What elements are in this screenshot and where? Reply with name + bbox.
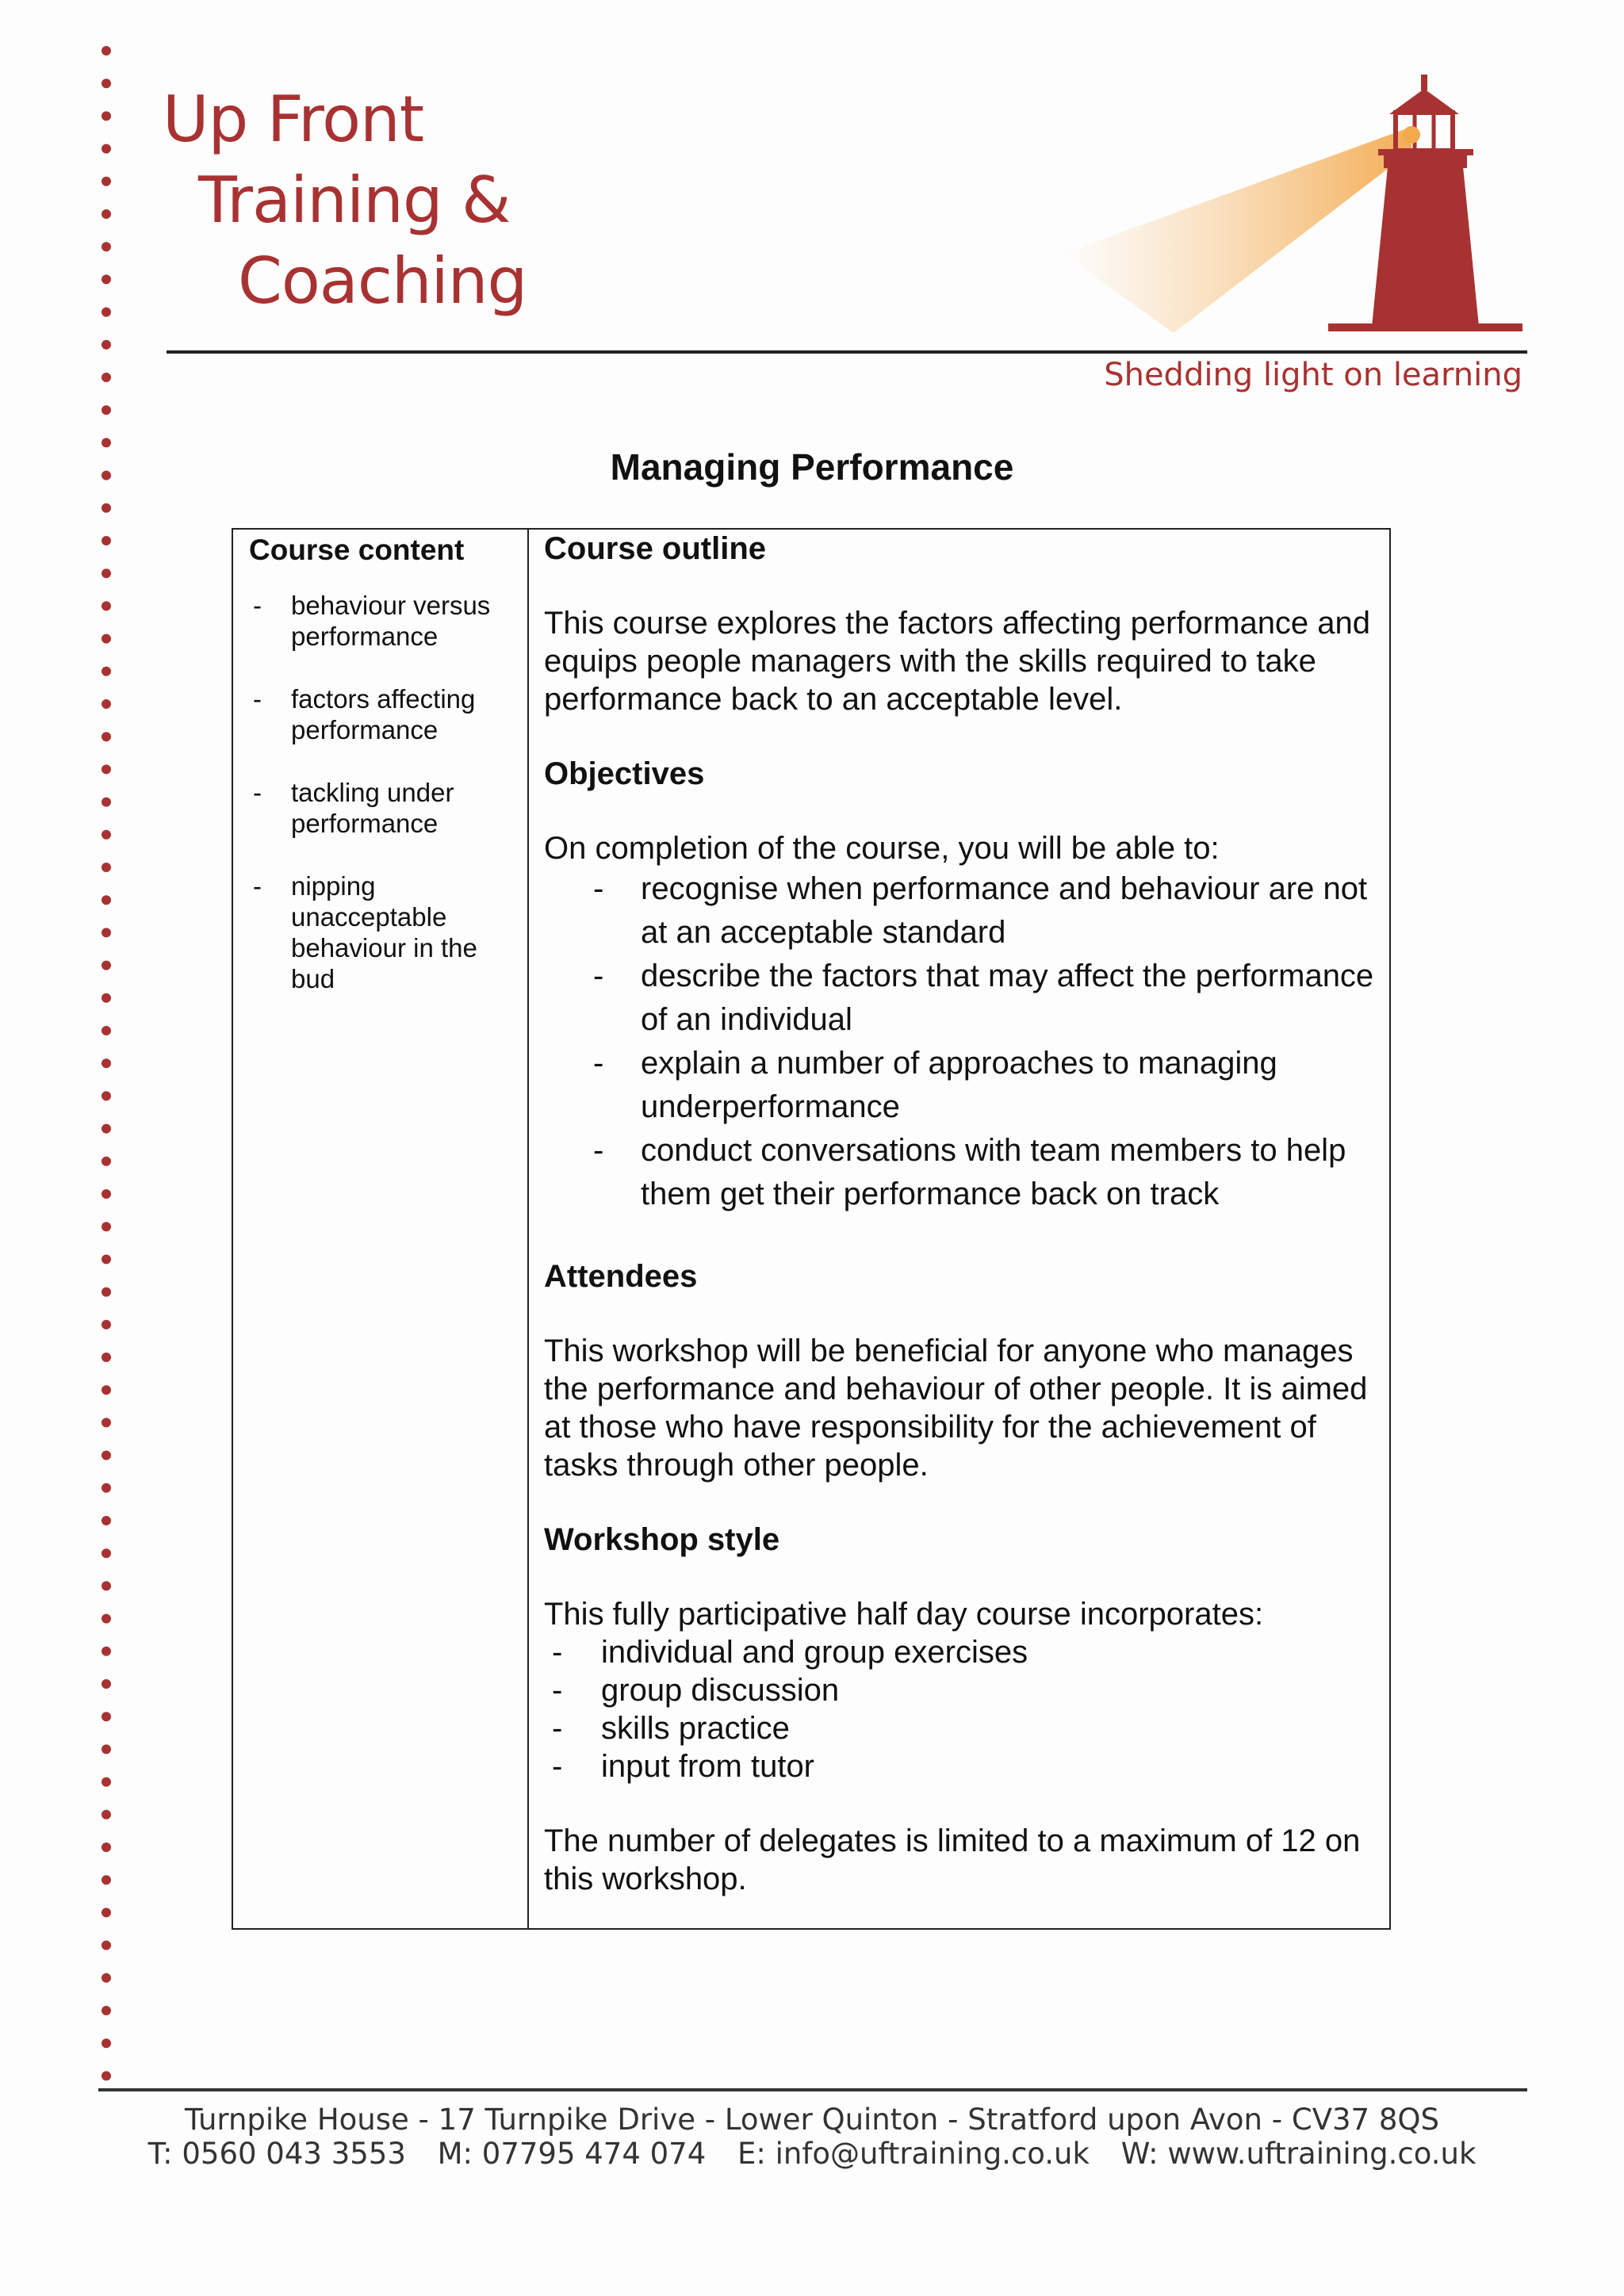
decorative-dot	[102, 1058, 111, 1068]
decorative-dot	[102, 1810, 111, 1820]
course-content-heading: Course content	[249, 534, 465, 566]
decorative-dot	[102, 1973, 111, 1983]
decorative-dot	[102, 1548, 111, 1558]
decorative-dot	[102, 1288, 111, 1297]
decorative-dot	[102, 1124, 111, 1134]
list-item: - input from tutor	[544, 1747, 1381, 1785]
decorative-dot	[102, 863, 111, 872]
course-outline-text: This course explores the factors affecting performance and equips people managers with the skills required to take performance back to an acceptable level.	[544, 606, 1371, 717]
footer-email: E: info@uftraining.co.uk	[737, 2137, 1090, 2171]
decorative-dot	[102, 373, 111, 382]
attendees-text: This workshop will be beneficial for anyone who manages the performance and behaviour of other people. It is aimed at those who have responsibility for the achievement of tasks through other people.	[544, 1334, 1368, 1483]
decorative-dot	[102, 764, 111, 774]
course-content-list	[249, 590, 519, 994]
decorative-dot	[102, 993, 111, 1003]
list-item: - describe the factors that may affect the performance of an individual	[544, 955, 1381, 1042]
decorative-dot	[102, 242, 111, 251]
decorative-dot	[102, 1843, 111, 1852]
footer-phone: T: 0560 043 3553	[147, 2137, 406, 2171]
workshop-style-heading: Workshop style	[544, 1522, 780, 1557]
decorative-dot	[102, 1254, 111, 1264]
objectives-list	[544, 867, 1381, 1216]
decorative-dot	[102, 928, 111, 937]
decorative-dot	[102, 1941, 111, 1950]
decorative-dot	[102, 1875, 111, 1885]
decorative-dot	[102, 1026, 111, 1035]
objectives-heading: Objectives	[544, 756, 705, 791]
decorative-dot	[102, 536, 111, 545]
decorative-dot	[102, 1712, 111, 1721]
decorative-dot	[102, 1647, 111, 1656]
page-title: Managing Performance	[610, 446, 1014, 488]
footer-mobile: M: 07795 474 074	[437, 2137, 707, 2171]
column-divider	[527, 530, 529, 1928]
course-table	[232, 528, 1391, 1930]
decorative-dot	[102, 1157, 111, 1166]
course-content-column	[249, 530, 519, 1026]
decorative-dot	[102, 340, 111, 350]
decorative-dot	[102, 274, 111, 284]
decorative-dot	[102, 568, 111, 578]
decorative-dot	[102, 1189, 111, 1199]
decorative-dot	[102, 1385, 111, 1395]
decorative-dot	[102, 1516, 111, 1525]
footer-contacts	[0, 2137, 1624, 2171]
decorative-dot	[102, 1581, 111, 1590]
list-item: - conduct conversations with team members to help them get their performance back on track	[544, 1129, 1381, 1216]
decorative-dot	[102, 1418, 111, 1427]
decorative-dot	[102, 1908, 111, 1917]
workshop-style-list	[544, 1633, 1381, 1785]
decorative-dot	[102, 667, 111, 676]
decorative-dot	[102, 1777, 111, 1787]
decorative-dot	[102, 177, 111, 186]
decorative-dot	[102, 503, 111, 513]
delegates-limit-text: The number of delegates is limited to a maximum of 12 on this workshop.	[544, 1823, 1361, 1896]
footer-website: W: www.uftraining.co.uk	[1120, 2137, 1477, 2171]
decorative-dot	[102, 1614, 111, 1624]
header-divider	[167, 350, 1527, 354]
list-item: - skills practice	[544, 1709, 1381, 1747]
tagline: Shedding light on learning	[1104, 357, 1522, 393]
workshop-style-intro: This fully participative half day course incorporates:	[544, 1597, 1264, 1632]
list-item: - nipping unacceptable behaviour in the bud	[249, 871, 519, 994]
decorative-dot	[102, 1353, 111, 1362]
decorative-dot	[102, 699, 111, 709]
decorative-dot	[102, 601, 111, 610]
decorative-dot	[102, 46, 111, 55]
lighthouse-icon	[1063, 71, 1526, 341]
list-item: - tackling under performance	[249, 777, 519, 839]
list-item: - recognise when performance and behaviour are not at an acceptable standard	[544, 867, 1381, 955]
decorative-dot	[102, 405, 111, 415]
decorative-dot	[102, 798, 111, 807]
attendees-heading: Attendees	[544, 1259, 698, 1294]
footer-address: Turnpike House - 17 Turnpike Drive - Lower Quinton - Stratford upon Avon - CV37 8QS	[184, 2103, 1440, 2137]
decorative-dot	[102, 1091, 111, 1100]
list-item: - group discussion	[544, 1671, 1381, 1709]
brand-wordmark	[163, 79, 527, 322]
decorative-dot	[102, 1483, 111, 1493]
decorative-dot	[102, 2038, 111, 2048]
decorative-dot	[102, 308, 111, 317]
objectives-intro: On completion of the course, you will be able to:	[544, 831, 1220, 866]
brand-line-1: Up Front	[163, 82, 424, 156]
decorative-dotted-border	[98, 44, 114, 2082]
footer	[0, 2103, 1624, 2171]
course-outline-heading: Course outline	[544, 531, 767, 566]
decorative-dot	[102, 2071, 111, 2080]
footer-divider	[98, 2088, 1527, 2091]
list-item: - explain a number of approaches to managing underperformance	[544, 1042, 1381, 1129]
decorative-dot	[102, 634, 111, 644]
decorative-dot	[102, 2006, 111, 2015]
decorative-dot	[102, 1451, 111, 1460]
list-item: - behaviour versus performance	[249, 590, 519, 652]
decorative-dot	[102, 111, 111, 121]
decorative-dot	[102, 830, 111, 840]
decorative-dot	[102, 144, 111, 154]
decorative-dot	[102, 895, 111, 905]
list-item: - individual and group exercises	[544, 1633, 1381, 1671]
decorative-dot	[102, 1744, 111, 1754]
brand-line-3: Coaching	[238, 244, 527, 318]
decorative-dot	[102, 1320, 111, 1330]
list-item: - factors affecting performance	[249, 683, 519, 745]
decorative-dot	[102, 1679, 111, 1689]
brand-line-2: Training &	[198, 163, 511, 237]
decorative-dot	[102, 961, 111, 970]
course-outline-column	[544, 530, 1381, 1898]
decorative-dot	[102, 1222, 111, 1231]
decorative-dot	[102, 732, 111, 741]
decorative-dot	[102, 78, 111, 88]
decorative-dot	[102, 209, 111, 219]
